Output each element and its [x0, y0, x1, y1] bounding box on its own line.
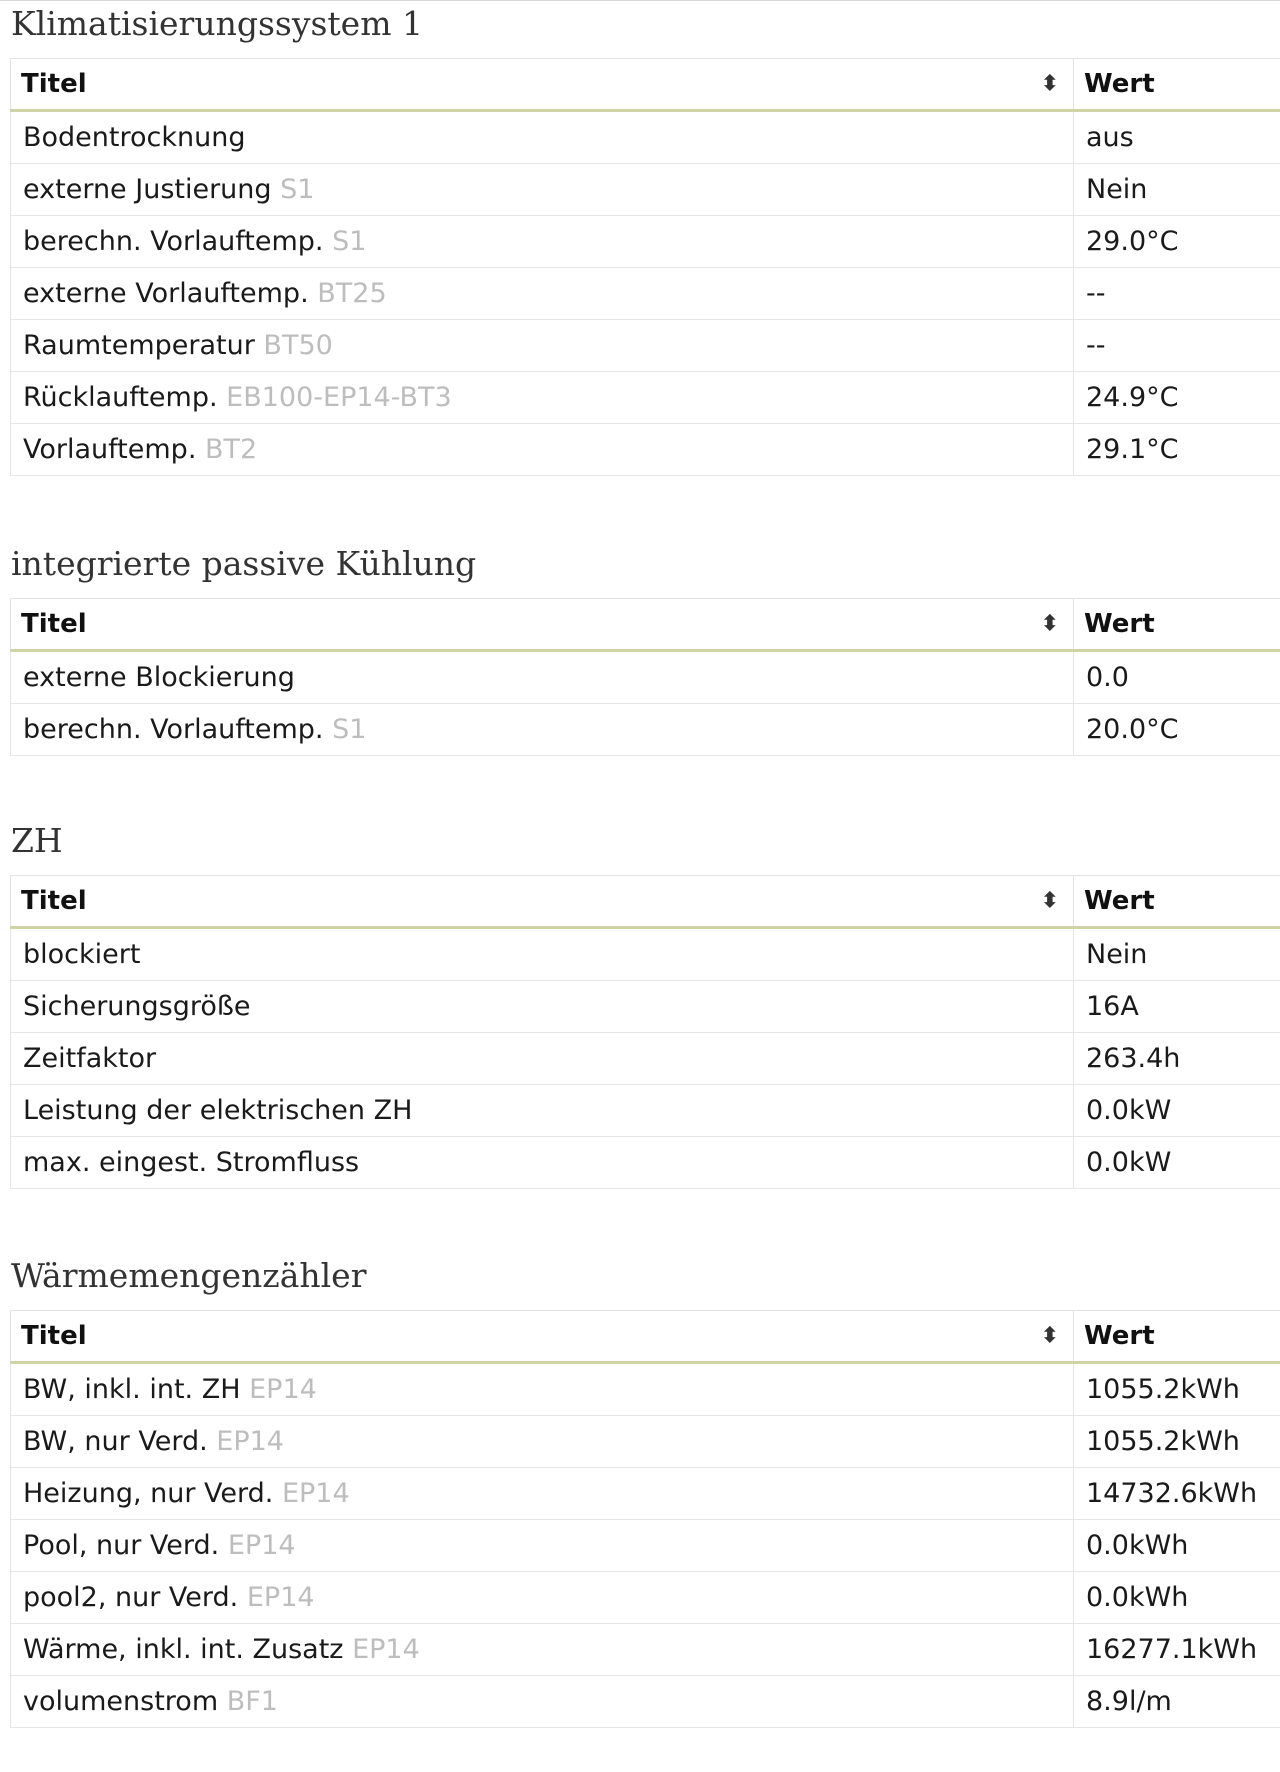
column-header-title[interactable]: [11, 599, 1074, 651]
row-value: 24.9°C: [1074, 372, 1280, 424]
row-label-text: berechn. Vorlauftemp.: [23, 714, 324, 745]
row-value: --: [1074, 320, 1280, 372]
row-label: [11, 928, 1074, 981]
table-row: [11, 1416, 1280, 1468]
row-value: 263.4h: [1074, 1033, 1280, 1085]
row-label-text: Raumtemperatur: [23, 330, 255, 361]
row-label-text: blockiert: [23, 939, 141, 970]
row-value: 0.0kW: [1074, 1085, 1280, 1137]
row-label: [11, 1676, 1074, 1728]
row-value: --: [1074, 268, 1280, 320]
row-value: Nein: [1074, 928, 1280, 981]
row-label-text: BW, nur Verd.: [23, 1426, 208, 1457]
section-title: Wärmemengenzähler: [11, 1256, 367, 1295]
row-value: 16A: [1074, 981, 1280, 1033]
table-header-row: [11, 599, 1280, 651]
row-value: 20.0°C: [1074, 704, 1280, 756]
row-label: [11, 1624, 1074, 1676]
column-header-title-label: Titel: [21, 1321, 87, 1351]
sort-icon[interactable]: ⬍: [1040, 888, 1059, 914]
row-code: EP14: [281, 1478, 350, 1509]
column-header-title-label: Titel: [21, 609, 87, 639]
table-row: [11, 268, 1280, 320]
data-table: [10, 875, 1280, 1189]
row-label: [11, 111, 1074, 164]
row-code: S1: [280, 174, 315, 205]
row-value: 0.0kW: [1074, 1137, 1280, 1189]
row-label: [11, 216, 1074, 268]
table-row: [11, 1624, 1280, 1676]
row-label: [11, 268, 1074, 320]
row-label: [11, 704, 1074, 756]
column-header-title[interactable]: [11, 876, 1074, 928]
row-label-text: berechn. Vorlauftemp.: [23, 226, 324, 257]
row-label-text: Heizung, nur Verd.: [23, 1478, 274, 1509]
row-label-text: externe Blockierung: [23, 662, 295, 693]
column-header-value[interactable]: [1074, 876, 1280, 928]
table-header-row: [11, 876, 1280, 928]
row-label: [11, 1468, 1074, 1520]
column-header-value[interactable]: [1074, 1311, 1280, 1363]
data-table: [10, 598, 1280, 756]
row-label-text: pool2, nur Verd.: [23, 1582, 239, 1613]
row-code: BT50: [263, 330, 333, 361]
table-row: [11, 981, 1280, 1033]
column-header-title[interactable]: [11, 1311, 1074, 1363]
row-label: [11, 651, 1074, 704]
row-value: 0.0kWh: [1074, 1572, 1280, 1624]
row-code: EP14: [227, 1530, 296, 1561]
row-label: [11, 1520, 1074, 1572]
row-label-text: max. eingest. Stromfluss: [23, 1147, 360, 1178]
section-title: Klimatisierungssystem 1: [11, 4, 423, 43]
table-row: [11, 320, 1280, 372]
table-row: [11, 1468, 1280, 1520]
row-label: [11, 981, 1074, 1033]
row-label-text: Zeitfaktor: [23, 1043, 157, 1074]
row-value: 29.1°C: [1074, 424, 1280, 476]
row-value: aus: [1074, 111, 1280, 164]
table-row: [11, 1520, 1280, 1572]
row-value: Nein: [1074, 164, 1280, 216]
data-table: [10, 1310, 1280, 1728]
table-row: [11, 1363, 1280, 1416]
table-row: [11, 704, 1280, 756]
table-row: [11, 372, 1280, 424]
section-integrierte-passive-kuehlung: [10, 540, 1280, 756]
column-header-title-label: Titel: [21, 886, 87, 916]
sort-icon[interactable]: ⬍: [1040, 71, 1059, 97]
row-code: EB100-EP14-BT3: [226, 382, 452, 413]
table-row: [11, 424, 1280, 476]
row-label: [11, 1416, 1074, 1468]
row-label-text: Pool, nur Verd.: [23, 1530, 220, 1561]
section-zh: [10, 817, 1280, 1189]
row-value: 1055.2kWh: [1074, 1363, 1280, 1416]
section-klimatisierungssystem-1: [10, 0, 1280, 476]
column-header-value-label: Wert: [1084, 1321, 1155, 1351]
row-code: EP14: [249, 1374, 317, 1405]
row-value: 29.0°C: [1074, 216, 1280, 268]
column-header-title[interactable]: [11, 59, 1074, 111]
row-label: [11, 320, 1074, 372]
row-label: [11, 164, 1074, 216]
table-row: [11, 651, 1280, 704]
row-label-text: externe Justierung: [23, 174, 272, 205]
row-value: 0.0kWh: [1074, 1520, 1280, 1572]
row-value: 1055.2kWh: [1074, 1416, 1280, 1468]
table-row: [11, 1085, 1280, 1137]
column-header-value-label: Wert: [1084, 886, 1155, 916]
row-code: BT2: [205, 434, 258, 465]
table-row: [11, 928, 1280, 981]
sort-icon[interactable]: ⬍: [1040, 1323, 1059, 1349]
row-label: [11, 1033, 1074, 1085]
row-label-text: Wärme, inkl. int. Zusatz: [23, 1634, 344, 1665]
table-header-row: [11, 59, 1280, 111]
row-label-text: Bodentrocknung: [23, 122, 246, 153]
row-code: EP14: [216, 1426, 284, 1457]
sort-icon[interactable]: ⬍: [1040, 611, 1059, 637]
column-header-value[interactable]: [1074, 599, 1280, 651]
row-label-text: Rücklauftemp.: [23, 382, 218, 413]
table-row: [11, 216, 1280, 268]
row-label-text: volumenstrom: [23, 1686, 219, 1717]
table-row: [11, 1033, 1280, 1085]
section-title: integrierte passive Kühlung: [11, 544, 477, 583]
row-label-text: Leistung der elektrischen ZH: [23, 1095, 413, 1126]
section-title: ZH: [11, 821, 63, 860]
column-header-title-label: Titel: [21, 69, 87, 99]
row-label-text: Vorlauftemp.: [23, 434, 197, 465]
row-label: [11, 1363, 1074, 1416]
table-row: [11, 164, 1280, 216]
row-label-text: BW, inkl. int. ZH: [23, 1374, 241, 1405]
row-label: [11, 1572, 1074, 1624]
table-header-row: [11, 1311, 1280, 1363]
row-code: EP14: [352, 1634, 420, 1665]
row-value: 16277.1kWh: [1074, 1624, 1280, 1676]
row-label-text: Sicherungsgröße: [23, 991, 251, 1022]
row-code: EP14: [246, 1582, 315, 1613]
table-row: [11, 1572, 1280, 1624]
row-value: 8.9l/m: [1074, 1676, 1280, 1728]
column-header-value-label: Wert: [1084, 609, 1155, 639]
data-table: [10, 58, 1280, 476]
table-row: [11, 1137, 1280, 1189]
row-code: S1: [332, 714, 367, 745]
table-row: [11, 1676, 1280, 1728]
row-label: [11, 372, 1074, 424]
row-code: BT25: [317, 278, 387, 309]
row-value: 0.0: [1074, 651, 1280, 704]
row-label: [11, 1137, 1074, 1189]
section-waermemengenzaehler: [10, 1252, 1280, 1728]
column-header-value-label: Wert: [1084, 69, 1155, 99]
row-label-text: externe Vorlauftemp.: [23, 278, 309, 309]
row-code: BF1: [226, 1686, 278, 1717]
row-label: [11, 424, 1074, 476]
row-value: 14732.6kWh: [1074, 1468, 1280, 1520]
table-row: [11, 111, 1280, 164]
column-header-value[interactable]: [1074, 59, 1280, 111]
row-code: S1: [332, 226, 367, 257]
row-label: [11, 1085, 1074, 1137]
